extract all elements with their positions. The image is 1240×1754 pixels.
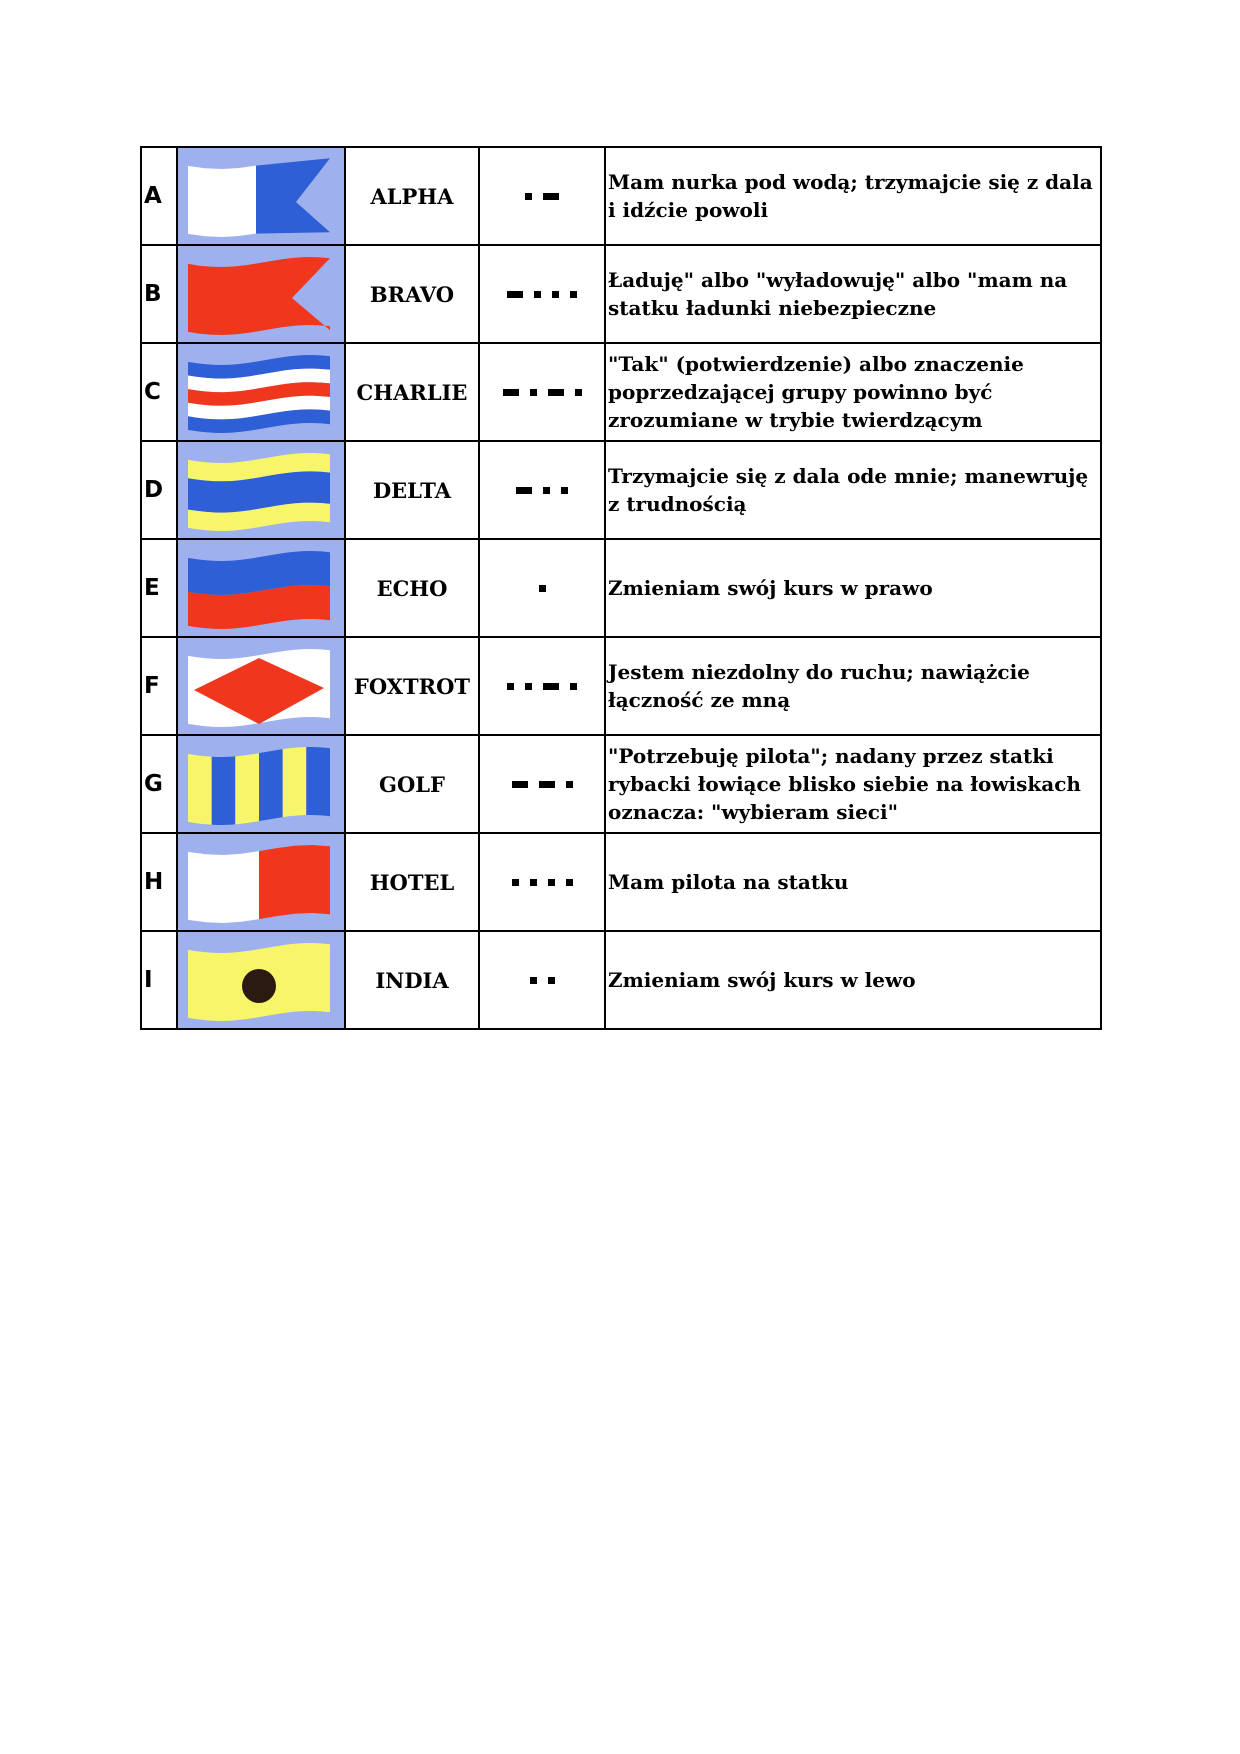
morse-code-b — [507, 291, 577, 298]
morse-dot — [552, 291, 559, 298]
signal-letter: B — [141, 245, 177, 343]
flag-cell — [177, 833, 345, 931]
signal-name: INDIA — [345, 931, 479, 1029]
flag-cell — [177, 735, 345, 833]
signal-description: Zmieniam swój kurs w lewo — [605, 931, 1101, 1029]
morse-dot — [530, 389, 537, 396]
morse-cell — [479, 343, 605, 441]
morse-dash — [512, 781, 528, 788]
signal-name: GOLF — [345, 735, 479, 833]
morse-code-a — [525, 193, 559, 200]
signal-description: Ładuję" albo "wyładowuję" albo "mam na statku ładunki niebezpieczne — [605, 245, 1101, 343]
signal-row — [141, 343, 1101, 441]
morse-dot — [566, 879, 573, 886]
morse-dot — [575, 389, 582, 396]
morse-dot — [543, 487, 550, 494]
morse-dot — [507, 683, 514, 690]
flag-cell — [177, 637, 345, 735]
signal-name: DELTA — [345, 441, 479, 539]
flag-stripe — [283, 747, 307, 817]
signal-letter: I — [141, 931, 177, 1029]
signal-letter: E — [141, 539, 177, 637]
signal-description: Zmieniam swój kurs w prawo — [605, 539, 1101, 637]
echo-flag-icon — [180, 542, 342, 634]
morse-cell — [479, 539, 605, 637]
morse-dot — [570, 291, 577, 298]
flag-white-part — [188, 166, 256, 237]
morse-dot — [530, 977, 537, 984]
flag-cell — [177, 343, 345, 441]
charlie-flag-icon — [180, 346, 342, 438]
morse-dash — [543, 193, 559, 200]
signal-row — [141, 637, 1101, 735]
morse-dot — [548, 977, 555, 984]
morse-dot — [512, 879, 519, 886]
morse-dot — [561, 487, 568, 494]
morse-dot — [525, 683, 532, 690]
flag-blue-part — [256, 158, 330, 233]
morse-dot — [566, 781, 573, 788]
signal-name: ALPHA — [345, 147, 479, 245]
bravo-flag-icon — [180, 248, 342, 340]
signal-row — [141, 147, 1101, 245]
morse-cell — [479, 637, 605, 735]
morse-cell — [479, 147, 605, 245]
signal-letter: H — [141, 833, 177, 931]
signal-row — [141, 833, 1101, 931]
signal-row — [141, 245, 1101, 343]
signal-description: "Potrzebuję pilota"; nadany przez statki rybacki łowiące blisko siebie na łowiskach oznacza: "wybieram sieci" — [605, 735, 1101, 833]
signal-row — [141, 735, 1101, 833]
morse-code-f — [507, 683, 577, 690]
morse-cell — [479, 441, 605, 539]
flag-stripe — [212, 756, 236, 825]
morse-code-c — [503, 389, 582, 396]
flag-cell — [177, 931, 345, 1029]
morse-code-g — [512, 781, 573, 788]
signal-letter: C — [141, 343, 177, 441]
flag-red-part — [259, 845, 330, 919]
signal-name: ECHO — [345, 539, 479, 637]
signal-letter: F — [141, 637, 177, 735]
morse-dash — [539, 781, 555, 788]
signal-name: FOXTROT — [345, 637, 479, 735]
morse-dot — [539, 585, 546, 592]
morse-dash — [503, 389, 519, 396]
morse-code-h — [512, 879, 573, 886]
morse-dot — [525, 193, 532, 200]
signal-description: Jestem niezdolny do ruchu; nawiążcie łączność ze mną — [605, 637, 1101, 735]
morse-cell — [479, 833, 605, 931]
morse-dash — [507, 291, 523, 298]
morse-dot — [534, 291, 541, 298]
alpha-flag-icon — [180, 150, 342, 242]
morse-dot — [570, 683, 577, 690]
flag-stripe — [235, 753, 259, 824]
morse-cell — [479, 931, 605, 1029]
morse-dash — [548, 389, 564, 396]
signal-description: Mam pilota na statku — [605, 833, 1101, 931]
morse-dot — [548, 879, 555, 886]
morse-code-d — [516, 487, 568, 494]
flag-cell — [177, 441, 345, 539]
flag-white-part — [188, 851, 259, 923]
signal-name: BRAVO — [345, 245, 479, 343]
foxtrot-flag-icon — [180, 640, 342, 732]
morse-code-e — [539, 585, 546, 592]
flag-black-disc — [242, 969, 276, 1003]
signal-name: CHARLIE — [345, 343, 479, 441]
signal-letter: D — [141, 441, 177, 539]
signal-row — [141, 441, 1101, 539]
signal-name: HOTEL — [345, 833, 479, 931]
golf-flag-icon — [180, 738, 342, 830]
hotel-flag-icon — [180, 836, 342, 928]
signal-description: Trzymajcie się z dala ode mnie; manewruję z trudnością — [605, 441, 1101, 539]
flag-cell — [177, 245, 345, 343]
signal-flags-table — [140, 146, 1102, 1030]
morse-dash — [543, 683, 559, 690]
flag-stripe — [306, 747, 330, 816]
morse-dash — [516, 487, 532, 494]
delta-flag-icon — [180, 444, 342, 536]
morse-dot — [530, 879, 537, 886]
flag-cell — [177, 539, 345, 637]
morse-code-i — [530, 977, 555, 984]
signal-description: "Tak" (potwierdzenie) albo znaczenie poprzedzającej grupy powinno być zrozumiane w trybie twierdzącym — [605, 343, 1101, 441]
flag-red-part — [188, 257, 330, 335]
signal-description: Mam nurka pod wodą; trzymajcie się z dala i idźcie powoli — [605, 147, 1101, 245]
morse-cell — [479, 245, 605, 343]
signal-row — [141, 931, 1101, 1029]
flag-stripe — [259, 749, 283, 821]
flag-stripe — [188, 754, 212, 825]
india-flag-icon — [180, 934, 342, 1026]
signal-letter: G — [141, 735, 177, 833]
morse-cell — [479, 735, 605, 833]
signal-row — [141, 539, 1101, 637]
signal-rows — [141, 147, 1101, 1029]
signal-letter: A — [141, 147, 177, 245]
flag-cell — [177, 147, 345, 245]
